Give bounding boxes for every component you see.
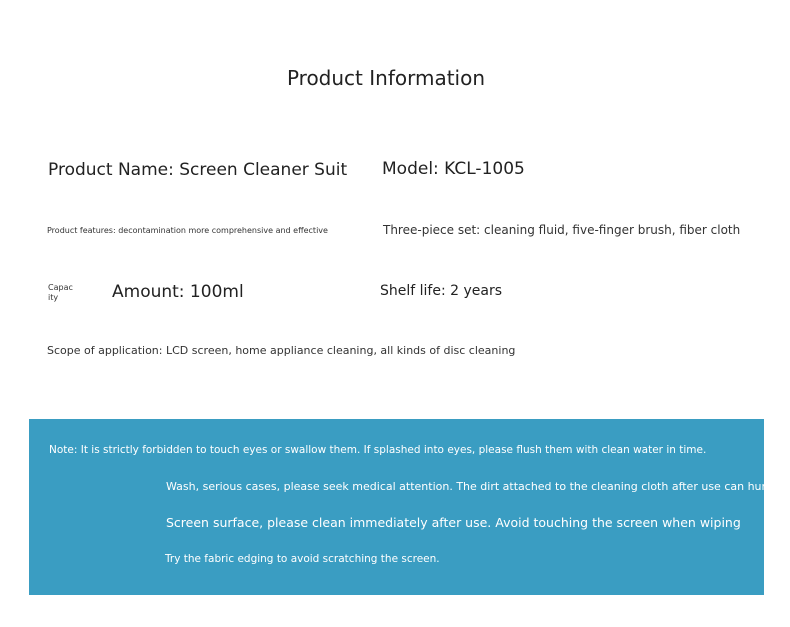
note-panel: [29, 419, 771, 595]
note-line-3: Screen surface, please clean immediately after use. Avoid touching the screen when wiping: [166, 515, 741, 530]
capacity-label-part-2: ity: [48, 293, 59, 302]
scope-of-application: Scope of application: LCD screen, home appliance cleaning, all kinds of disc cleaning: [47, 344, 516, 357]
note-line-1: Note: It is strictly forbidden to touch eyes or swallow them. If splashed into eyes, please flush them with clean water in time.: [49, 444, 707, 456]
amount: Amount: 100ml: [112, 282, 244, 302]
capacity-label-part-1: Capac: [48, 283, 73, 292]
product-features: Product features: decontamination more comprehensive and effective: [47, 226, 328, 235]
model-number: Model: KCL-1005: [382, 159, 525, 179]
page-title: Product Information: [286, 66, 486, 90]
capacity-label: [48, 283, 78, 303]
three-piece-set: Three-piece set: cleaning fluid, five-finger brush, fiber cloth: [383, 223, 741, 237]
note-line-2: Wash, serious cases, please seek medical attention. The dirt attached to the cleaning cloth after use can hurt: [166, 480, 771, 493]
shelf-life: Shelf life: 2 years: [380, 283, 503, 299]
product-name: Product Name: Screen Cleaner Suit: [48, 160, 348, 180]
note-line-4: Try the fabric edging to avoid scratching the screen.: [165, 553, 440, 565]
